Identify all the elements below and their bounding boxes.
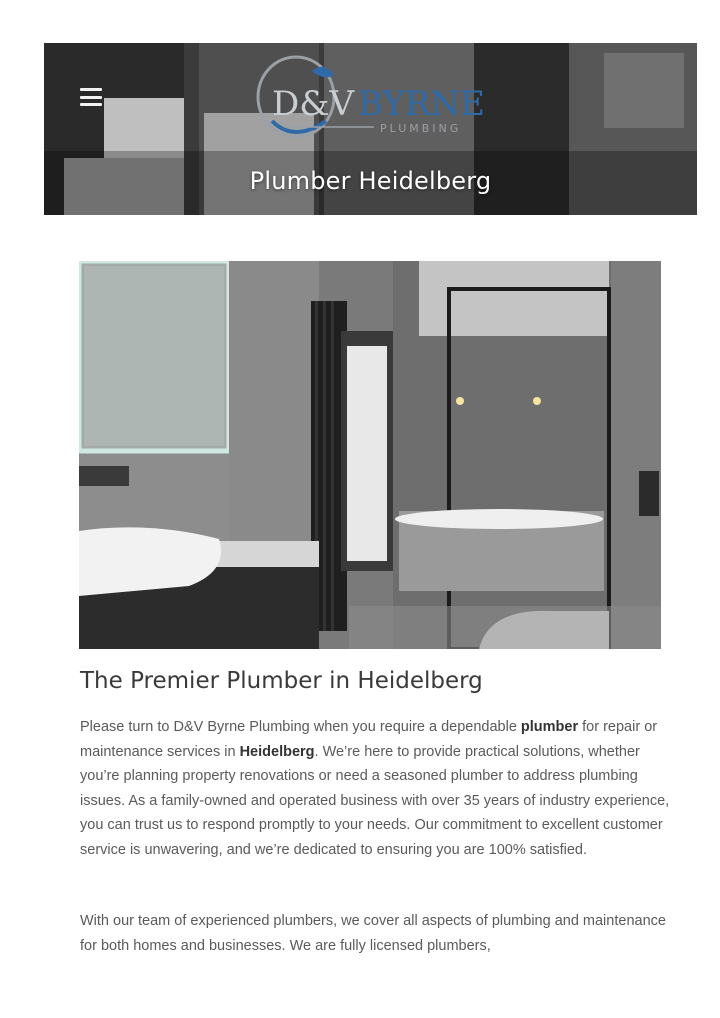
intro-text-2: for repair or maintenance services in xyxy=(80,719,658,760)
intro-text-3: . We’re here to provide practical solutions, whether you’re planning property renovations or need a seasoned plumber to address plumbing issues. As a family-owned and operated business with over 35 years of industry experience, you can trust us to respond promptly to your needs. Our commitment to excellent customer service is unwavering, and we’re dedicated to ensuring you are 100% satisfied. xyxy=(80,743,670,858)
intro-paragraph xyxy=(80,715,670,863)
logo-dv-text: D&V xyxy=(272,84,355,124)
intro-text-1: Please turn to D&V Byrne Plumbing when you require a dependable xyxy=(80,719,521,735)
bathroom-photo xyxy=(79,261,661,649)
page-headline: The Premier Plumber in Heidelberg xyxy=(80,668,483,694)
keyword-plumber: plumber xyxy=(520,719,579,735)
hero-header xyxy=(44,43,697,215)
keyword-location: Heidelberg xyxy=(239,743,315,760)
logo-plumbing-text: PLUMBING xyxy=(380,122,462,135)
hamburger-line xyxy=(80,88,102,91)
hero-title: Plumber Heidelberg xyxy=(249,167,492,195)
hamburger-menu-icon[interactable] xyxy=(80,88,102,106)
hamburger-line xyxy=(80,103,102,106)
logo-byrne-text: BYRNE xyxy=(358,84,486,124)
dv-byrne-logo[interactable] xyxy=(254,51,494,141)
hamburger-line xyxy=(80,96,102,99)
services-paragraph: With our team of experienced plumbers, we cover all aspects of plumbing and maintenance for both homes and businesses. We are fully licensed plumbers, xyxy=(80,913,666,954)
